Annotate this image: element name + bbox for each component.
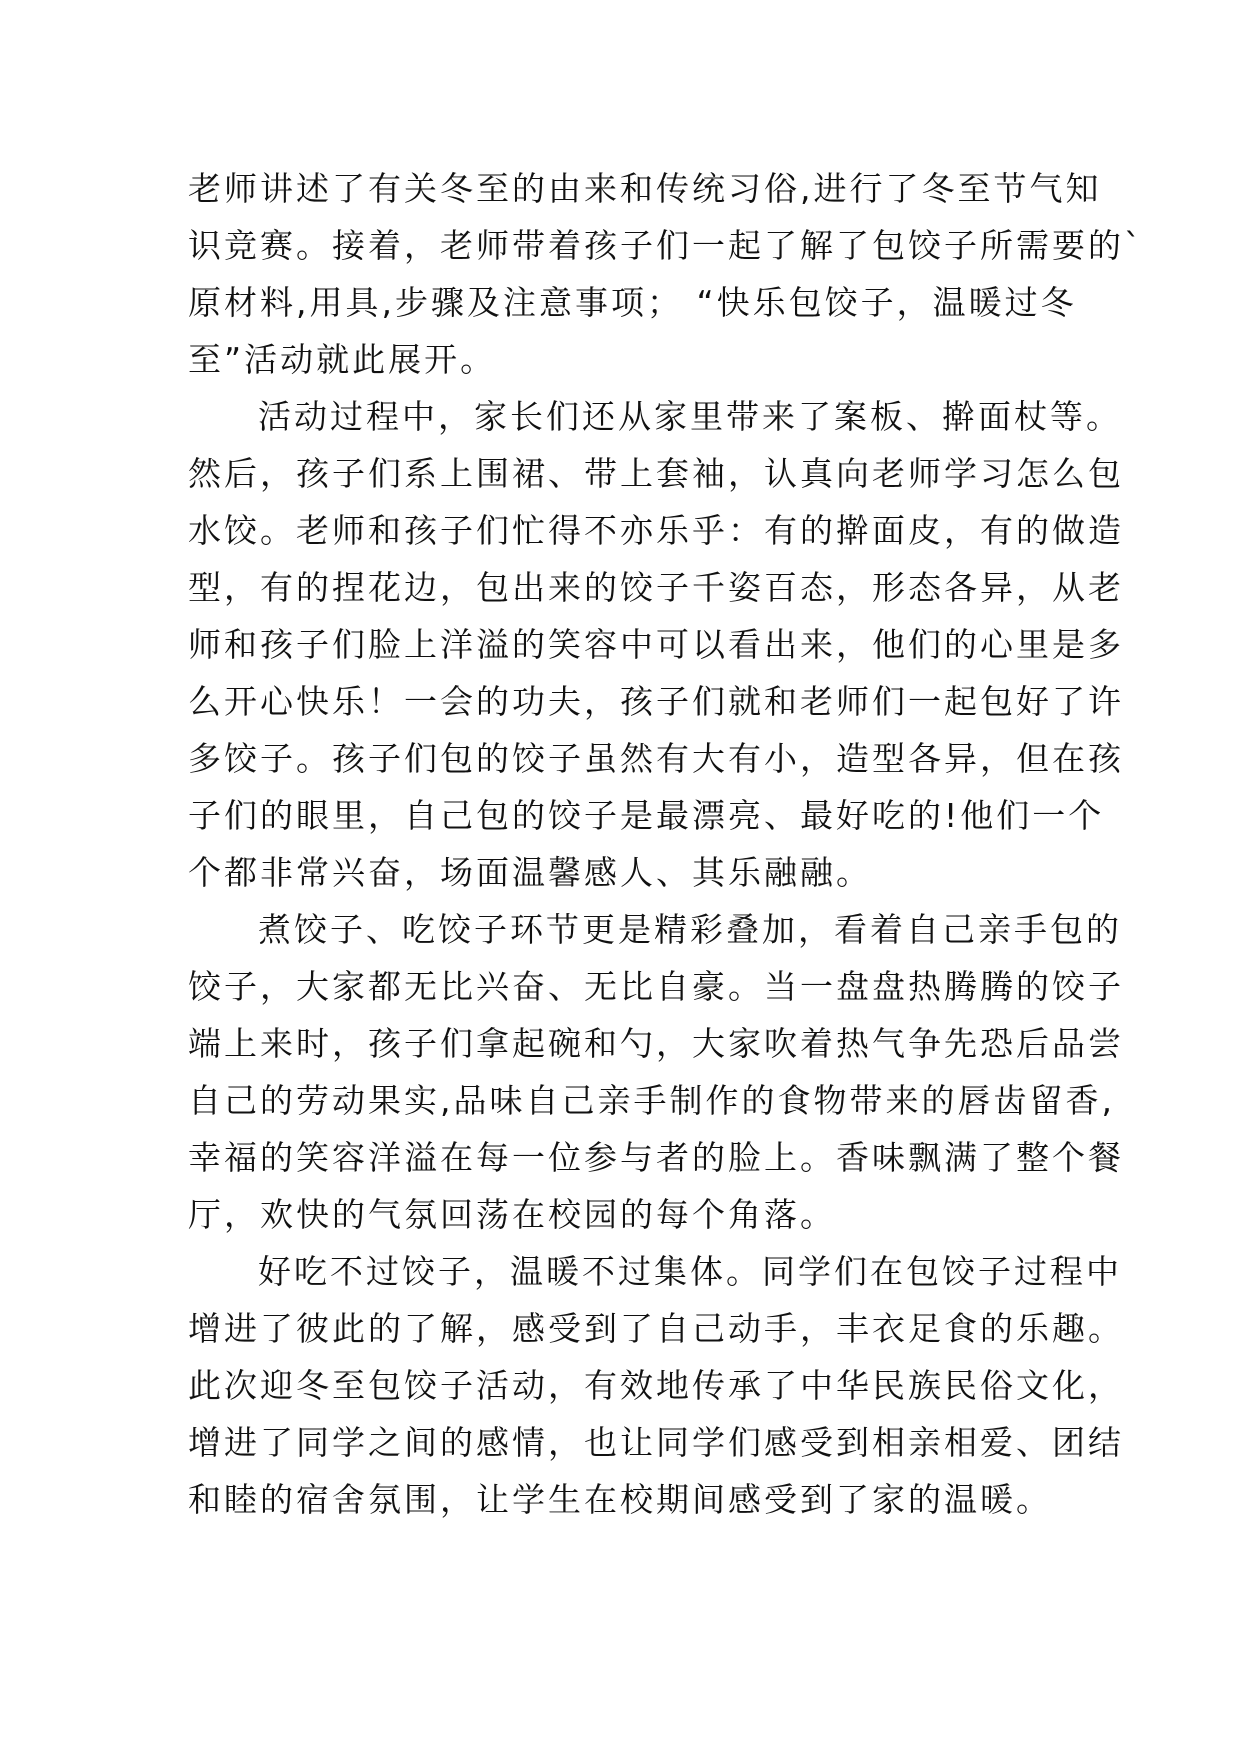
text-line: 此次迎冬至包饺子活动，有效地传承了中华民族民俗文化， — [188, 1366, 1124, 1405]
body-text — [188, 160, 1144, 1528]
text-line: 个都非常兴奋，场面温馨感人、其乐融融。 — [188, 853, 872, 892]
text-line: 原材料,用具,步骤及注意事项； “快乐包饺子，温暖过冬 — [188, 283, 1077, 322]
text-line: 老师讲述了有关冬至的由来和传统习俗,进行了冬至节气知 — [188, 169, 1102, 208]
text-line: 子们的眼里，自己包的饺子是最漂亮、最好吃的!他们一个 — [188, 796, 1105, 835]
text-line: 然后，孩子们系上围裙、带上套袖，认真向老师学习怎么包 — [188, 454, 1124, 493]
text-line: 么开心快乐！一会的功夫，孩子们就和老师们一起包好了许 — [188, 682, 1124, 721]
paragraph-start-line: 活动过程中，家长们还从家里带来了案板、擀面杖等。 — [258, 397, 1122, 436]
paragraph-start-line: 煮饺子、吃饺子环节更是精彩叠加，看着自己亲手包的 — [258, 910, 1122, 949]
text-line: 识竞赛。接着，老师带着孩子们一起了解了包饺子所需要的` — [188, 226, 1144, 265]
text-line: 水饺。老师和孩子们忙得不亦乐乎：有的擀面皮，有的做造 — [188, 511, 1124, 550]
text-line: 师和孩子们脸上洋溢的笑容中可以看出来，他们的心里是多 — [188, 625, 1124, 664]
text-line: 多饺子。孩子们包的饺子虽然有大有小，造型各异，但在孩 — [188, 739, 1124, 778]
text-line: 和睦的宿舍氛围，让学生在校期间感受到了家的温暖。 — [188, 1480, 1052, 1519]
text-line: 饺子，大家都无比兴奋、无比自豪。当一盘盘热腾腾的饺子 — [188, 967, 1124, 1006]
paragraph-start-line: 好吃不过饺子，温暖不过集体。同学们在包饺子过程中 — [258, 1252, 1122, 1291]
text-line: 厅，欢快的气氛回荡在校园的每个角落。 — [188, 1195, 836, 1234]
text-line: 幸福的笑容洋溢在每一位参与者的脸上。香味飘满了整个餐 — [188, 1138, 1124, 1177]
text-line: 自己的劳动果实,品味自己亲手制作的食物带来的唇齿留香, — [188, 1081, 1115, 1120]
text-line: 增进了同学之间的感情，也让同学们感受到相亲相爱、团结 — [188, 1423, 1124, 1462]
text-line: 端上来时，孩子们拿起碗和勺，大家吹着热气争先恐后品尝 — [188, 1024, 1124, 1063]
text-line: 型，有的捏花边，包出来的饺子千姿百态，形态各异，从老 — [188, 568, 1124, 607]
text-line: 增进了彼此的了解，感受到了自己动手，丰衣足食的乐趣。 — [188, 1309, 1124, 1348]
text-line: 至”活动就此展开。 — [188, 340, 497, 379]
